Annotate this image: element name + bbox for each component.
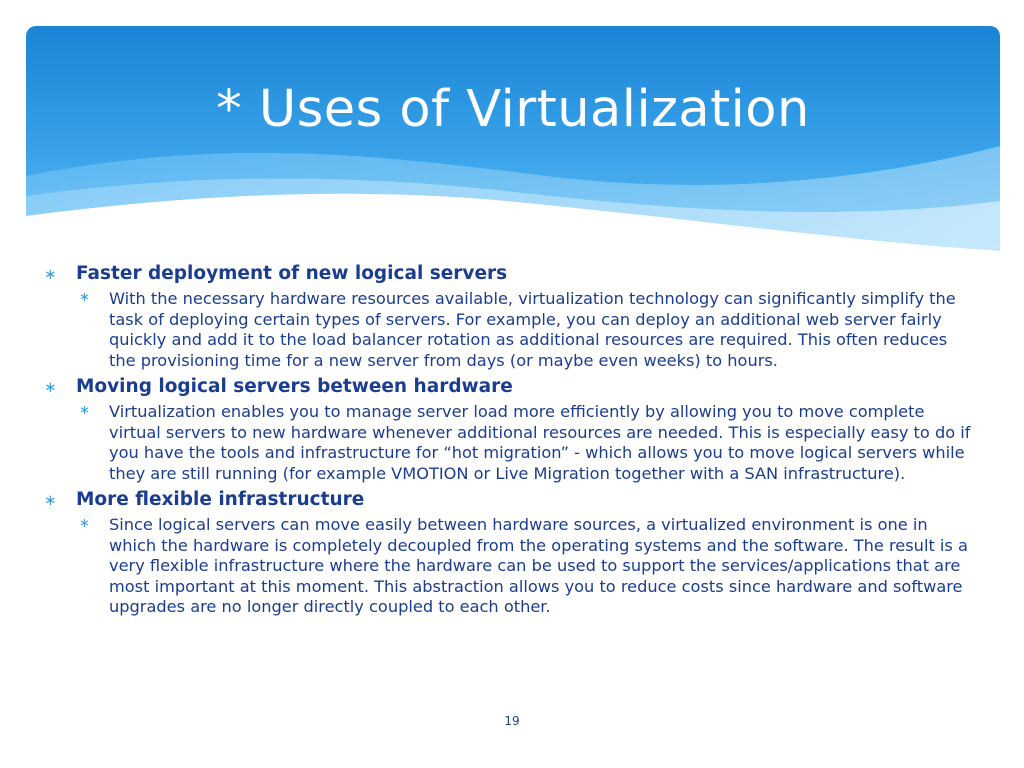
page-number: 19	[504, 714, 520, 728]
bullet-body-text: Since logical servers can move easily between hardware sources, a virtualized environment is one in which the hardware is completely decoupled from the operating systems and the software. The result is a very flexible infrastructure where the hardware can be used to support the services/applications that are most important at this moment. This abstraction allows you to reduce costs since hardware and software upgrades are no longer directly coupled to each other.	[109, 515, 968, 616]
bullet-heading-1	[42, 262, 982, 286]
wave-background	[26, 26, 1000, 262]
bullet-body-3	[42, 515, 982, 618]
bullet-body-1	[42, 289, 982, 371]
bullet-list	[42, 258, 982, 618]
bullet-icon: ∗	[44, 491, 57, 509]
sub-bullet-icon: ∗	[79, 403, 90, 418]
bullet-body-text: Virtualization enables you to manage server load more efficiently by allowing you to move complete virtual servers to new hardware whenever additional resources are needed. This is especially easy to do if you have the tools and infrastructure for “hot migration” - which allows you to move logical servers while they are still running (for example VMOTION or Live Migration together with a SAN infrastructure).	[109, 402, 971, 483]
sub-bullet-icon: ∗	[79, 290, 90, 305]
bullet-icon: ∗	[44, 265, 57, 283]
bullet-heading-text: Faster deployment of new logical servers	[76, 263, 508, 284]
bullet-heading-3	[42, 488, 982, 512]
slide-title: * Uses of Virtualization	[216, 80, 810, 139]
sub-bullet-icon: ∗	[79, 516, 90, 531]
bullet-icon: ∗	[44, 378, 57, 396]
bullet-heading-text: More flexible infrastructure	[76, 489, 365, 510]
bullet-body-2	[42, 402, 982, 484]
bullet-heading-text: Moving logical servers between hardware	[76, 376, 513, 397]
bullet-heading-2	[42, 375, 982, 399]
bullet-body-text: With the necessary hardware resources available, virtualization technology can significantly simplify the task of deploying certain types of servers. For example, you can deploy an additional web server fairly quickly and add it to the load balancer rotation as additional resources are required. This often reduces the provisioning time for a new server from days (or maybe even weeks) to hours.	[109, 289, 956, 370]
title-banner	[26, 26, 1000, 262]
